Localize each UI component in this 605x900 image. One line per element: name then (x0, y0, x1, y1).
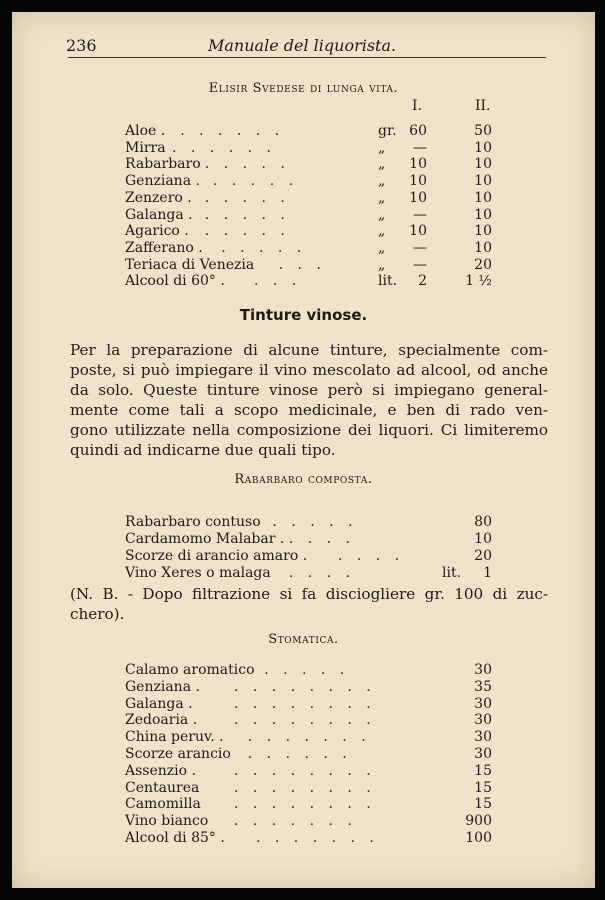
table-row (12, 240, 595, 257)
ingredient-name: Genziana . (125, 173, 200, 190)
page-number: 236 (66, 36, 97, 55)
value-col1: — (413, 206, 427, 223)
table-row (12, 531, 595, 548)
text-line: poste, si può impiegare il vino mescolato ad alcool, od anche (70, 361, 548, 379)
ingredient-name: China peruv. . (125, 729, 224, 746)
text-line: Per la preparazione di alcune tinture, specialmente com- (70, 341, 548, 359)
ingredient-name: Cardamomo Malabar . (125, 531, 285, 547)
leader-dots: . . . . (288, 531, 355, 547)
leader-dots: . . . . . . . . (234, 712, 376, 729)
ingredient-name: Alcool di 60° . (125, 273, 225, 290)
table-row (12, 514, 595, 531)
ingredient-name: Aloe . (125, 123, 166, 139)
rabarbaro-title: Rabarbaro composta. (234, 472, 373, 487)
table-row (12, 565, 595, 582)
table-row (12, 813, 595, 830)
leader-dots: . . . . . (213, 173, 299, 190)
ingredient-name: Camomilla (125, 796, 201, 813)
ingredient-name: Assenzio . (125, 762, 196, 779)
ingredient-name: Scorze arancio (125, 746, 231, 762)
value-col1: 10 (409, 156, 427, 173)
value: 30 (474, 729, 492, 746)
leader-dots: . . . . . . . . (234, 695, 376, 712)
leader-dots: . . . . . . (247, 746, 352, 762)
text-line: da solo. Queste tinture vinose però si impiegano general- (70, 381, 548, 399)
leader-dots: . . . . . . . (247, 729, 371, 746)
note-paragraph (70, 584, 548, 624)
text-line: gono utilizzate nella composizione dei liquori. Ci limiteremo (70, 421, 548, 439)
leader-dots: . . . . . . (172, 139, 276, 156)
leader-dots: . . . . . (204, 206, 290, 223)
value: 30 (474, 662, 492, 678)
running-title: Manuale del liquorista. (208, 36, 397, 55)
value-col1: 10 (409, 189, 427, 206)
ingredient-name: Scorze di arancio amaro . (125, 548, 308, 564)
value: 15 (474, 796, 492, 813)
unit: lit. (378, 273, 398, 290)
value-col2: 10 (474, 189, 492, 206)
text-line: chero). (70, 605, 125, 623)
stomatica-title: Stomatica. (268, 632, 339, 647)
text-line: quindi ad indicarne due quali tipo. (70, 441, 336, 459)
leader-dots: . . . . . . . . (234, 678, 376, 695)
value-col2: 10 (474, 239, 492, 256)
elisir-col2-header: II. (475, 98, 491, 114)
value-col2: 10 (474, 139, 492, 156)
table-row (12, 207, 595, 224)
value: 100 (465, 830, 492, 846)
table-row (12, 223, 595, 240)
text-line: mente come tali a scopo medicinale, e ben di rado ven- (70, 401, 548, 419)
ingredient-name: Vino Xeres o malaga (125, 565, 271, 581)
table-row (12, 173, 595, 190)
leader-dots: . . . . . (272, 514, 358, 530)
leader-dots: . . . . (288, 565, 355, 581)
table-row (12, 696, 595, 713)
table-row (12, 763, 595, 780)
table-row (12, 273, 595, 290)
ingredient-name: Zafferano . (125, 239, 203, 256)
table-row (12, 830, 595, 847)
leader-dots: . . . . . . . (234, 813, 357, 830)
table-row (12, 548, 595, 565)
value-col1: 60 (409, 123, 427, 139)
value: 35 (474, 678, 492, 695)
table-row (12, 140, 595, 157)
table-row (12, 729, 595, 746)
value-col1: — (413, 239, 427, 256)
leader-dots: . . . . . . . . (234, 762, 376, 779)
table-row (12, 746, 595, 763)
ingredient-name: Zenzero . (125, 189, 192, 206)
unit: „ (378, 173, 386, 190)
ingredient-name: Zedoaria . (125, 712, 198, 729)
table-row (12, 679, 595, 696)
table-row (12, 123, 595, 140)
ingredient-name: Rabarbaro contuso (125, 514, 261, 530)
unit: „ (378, 239, 386, 256)
text-line: (N. B. - Dopo filtrazione si fa disciogliere gr. 100 di zuc- (70, 585, 548, 603)
ingredient-name: Teriaca di Venezia (125, 256, 255, 273)
table-row (12, 796, 595, 813)
value-col1: — (413, 256, 427, 273)
leader-dots: . . . . . (204, 223, 290, 240)
value: 80 (474, 514, 492, 530)
value: 20 (474, 548, 492, 564)
leader-dots: . . . (278, 256, 326, 273)
unit: „ (378, 139, 386, 156)
unit: lit. (442, 565, 462, 581)
value: 30 (474, 746, 492, 762)
leader-dots: . . . . (338, 548, 405, 564)
ingredient-name: Mirra (125, 139, 166, 156)
leader-dots: . . . . . . . . (234, 779, 376, 796)
header-rule (68, 57, 546, 58)
ingredient-name: Galanga . (125, 695, 193, 712)
value-col1: 10 (409, 223, 427, 240)
unit: „ (378, 223, 386, 240)
leader-dots: . . . . . . . . (234, 796, 376, 813)
value: 1 (483, 565, 492, 581)
leader-dots: . . . . . . . (256, 830, 379, 846)
leader-dots: . . . . . . (180, 123, 285, 139)
value-col1: — (413, 139, 427, 156)
ingredient-name: Centaurea (125, 779, 200, 796)
table-row (12, 190, 595, 207)
unit: „ (378, 206, 386, 223)
value: 15 (474, 762, 492, 779)
ingredient-name: Alcool di 85° . (125, 830, 225, 846)
table-row (12, 156, 595, 173)
value-col1: 10 (409, 173, 427, 190)
section-heading: Tinture vinose. (239, 306, 368, 324)
ingredient-name: Agarico . (125, 223, 189, 240)
value: 30 (474, 695, 492, 712)
leader-dots: . . . . . (221, 239, 307, 256)
ingredient-name: Genziana . (125, 678, 200, 695)
table-row (12, 712, 595, 729)
value-col1: 2 (418, 273, 427, 290)
value-col2: 10 (474, 173, 492, 190)
value: 10 (474, 531, 492, 547)
elisir-title: Elisir Svedese di lunga vita. (208, 81, 399, 96)
value-col2: 1 ½ (465, 273, 492, 290)
ingredient-name: Rabarbaro (125, 156, 201, 173)
unit: „ (378, 156, 386, 173)
table-row (12, 662, 595, 679)
ingredient-name: Galanga . (125, 206, 193, 223)
unit: gr. (378, 123, 397, 139)
leader-dots: . . . . . (204, 189, 290, 206)
value: 30 (474, 712, 492, 729)
unit: „ (378, 189, 386, 206)
table-row (12, 780, 595, 797)
section-paragraph (70, 340, 548, 460)
book-page (12, 12, 595, 888)
unit: „ (378, 256, 386, 273)
elisir-col1-header: I. (412, 98, 422, 114)
value: 15 (474, 779, 492, 796)
leader-dots: . . . . . (204, 156, 290, 173)
value: 900 (465, 813, 492, 830)
value-col2: 10 (474, 223, 492, 240)
ingredient-name: Calamo aromatico (125, 662, 255, 678)
table-row (12, 257, 595, 274)
leader-dots: . . . (254, 273, 302, 290)
value-col2: 10 (474, 156, 492, 173)
value-col2: 20 (474, 256, 492, 273)
value-col2: 10 (474, 206, 492, 223)
leader-dots: . . . . . (264, 662, 350, 678)
value-col2: 50 (474, 123, 492, 139)
ingredient-name: Vino bianco (125, 813, 209, 830)
